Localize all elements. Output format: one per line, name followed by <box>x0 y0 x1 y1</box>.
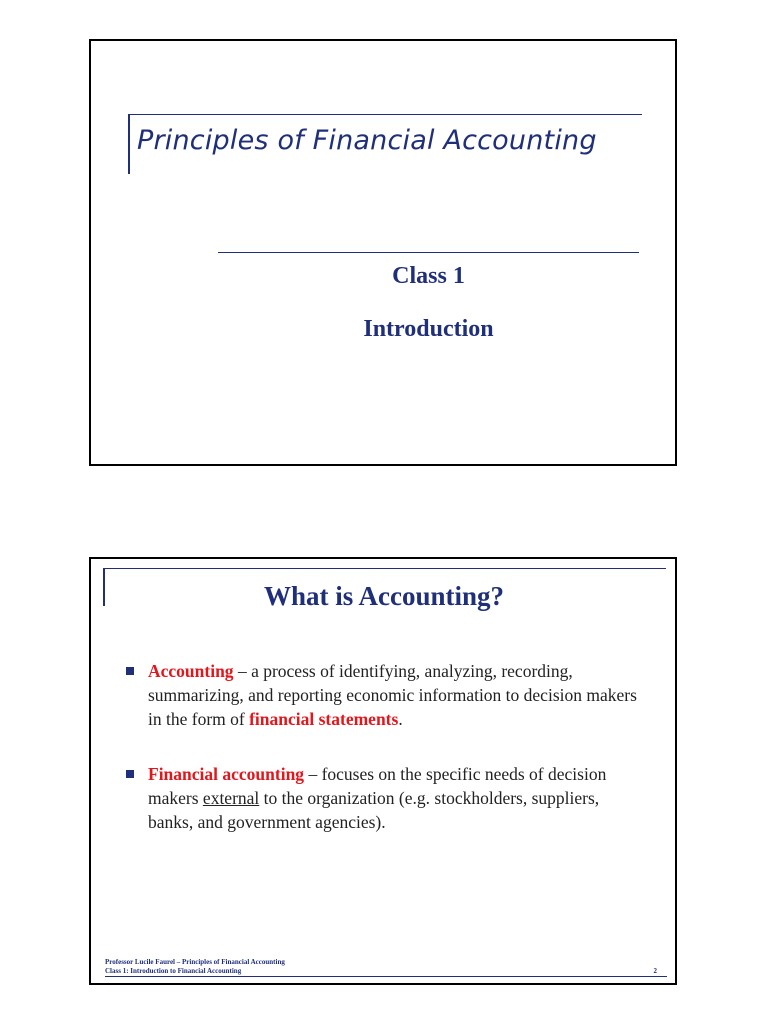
page-number: 2 <box>653 967 657 975</box>
slide-title: What is Accounting? <box>263 581 505 611</box>
subtitle-rule <box>218 252 639 253</box>
slide-1 <box>89 39 677 466</box>
bullet-term: Accounting <box>148 661 234 681</box>
bullet-accounting <box>121 659 641 731</box>
class-subtitle: Introduction <box>363 316 494 342</box>
bullet-financial-accounting <box>121 762 641 834</box>
class-label: Class 1 <box>392 263 465 289</box>
bullet-text <box>148 762 641 834</box>
square-bullet-icon <box>126 667 134 675</box>
bullet-body: – a process of identifying, analyzing, recording, summarizing, and reporting economic information to decision makers in the form of <box>148 661 637 729</box>
bullet-body: – focuses on the specific needs of decision makers <box>148 764 607 808</box>
title-bracket-vertical <box>128 114 130 174</box>
bullet-body-end: to the organization (e.g. stockholders, suppliers, banks, and government agencies). <box>148 788 600 832</box>
bullet-body-end: . <box>398 709 403 729</box>
bullet-underlined: external <box>202 788 260 808</box>
title-bracket-horizontal <box>128 114 642 115</box>
slide-footer <box>105 958 667 977</box>
bullet-text <box>148 659 641 731</box>
footer-line-2-row <box>105 967 667 977</box>
bullet-term: Financial accounting <box>148 764 305 784</box>
footer-line-1: Professor Lucile Faurel – Principles of Financial Accounting <box>105 958 285 966</box>
slide-2 <box>89 557 677 985</box>
title-bracket-horizontal <box>103 568 666 569</box>
course-title: Principles of Financial Accounting <box>137 125 597 156</box>
square-bullet-icon <box>126 770 134 778</box>
footer-line-2: Class 1: Introduction to Financial Accounting <box>105 967 242 975</box>
bullet-emphasis: financial statements <box>249 709 399 729</box>
